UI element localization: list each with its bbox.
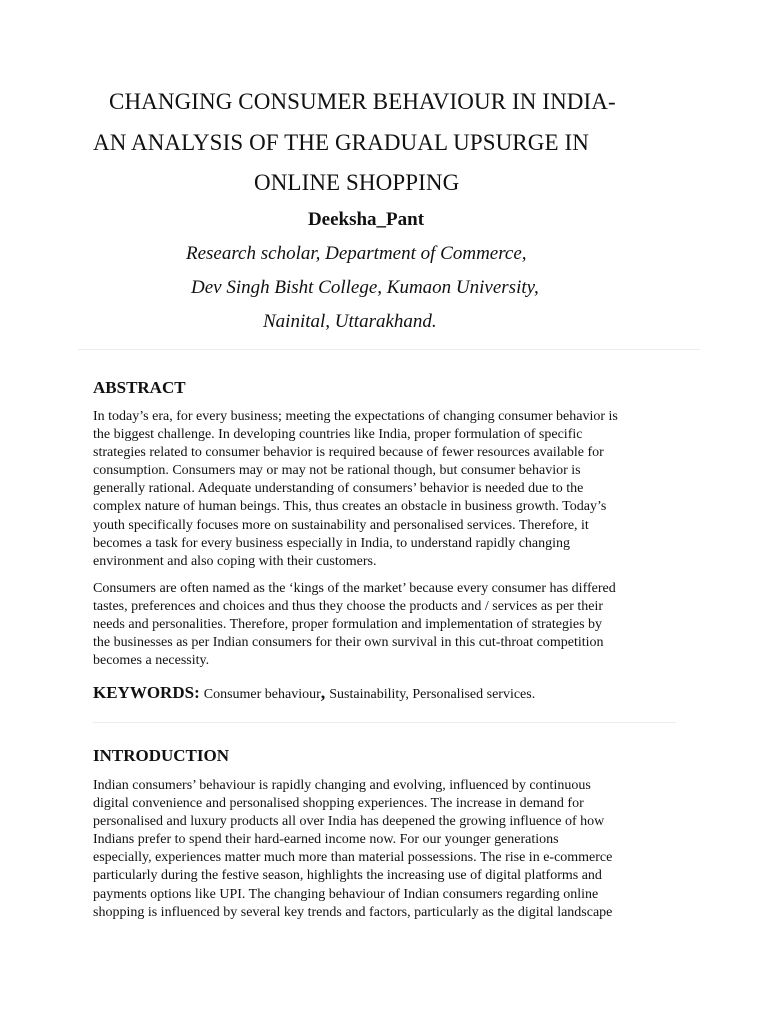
author-name: Deeksha_Pant [307,209,425,230]
keyword-separator: , [320,682,326,702]
text-line: personalised and luxury products all over India has deepened the growing influence of how [93,814,605,830]
text-line: complex nature of human beings. This, thus creates an obstacle in business growth. Today’s [93,499,607,515]
introduction-paragraph-1 [93,777,678,922]
text-line: shopping is influenced by several key trends and factors, particularly as the digital landscape [93,904,613,920]
title-line-1: CHANGING CONSUMER BEHAVIOUR IN INDIA- [109,89,616,114]
title-line-2: AN ANALYSIS OF THE GRADUAL UPSURGE IN [93,130,589,155]
text-line: payments options like UPI. The changing behaviour of Indian consumers regarding online [93,886,599,902]
text-line: youth specifically focuses more on sustainability and personalised services. Therefore, it [93,517,589,533]
text-line: tastes, preferences and choices and thus they choose the products and / services as per their [93,599,604,615]
text-line: environment and also coping with their customers. [93,553,377,569]
text-line: becomes a necessity. [93,653,210,669]
text-line: particularly during the festive season, highlights the increasing use of digital platforms and [93,868,602,884]
keyword-first: Consumer behaviour [203,687,321,702]
affiliation-line-1: Research scholar, Department of Commerce, [186,243,527,264]
affiliation-line-3: Nainital, Uttarakhand. [263,311,437,332]
abstract-paragraph-2 [93,580,678,670]
text-line: strategies related to consumer behavior is required because of fewer resources available for [93,445,604,461]
text-line: the biggest challenge. In developing countries like India, proper formulation of specific [93,427,583,443]
text-line: generally rational. Adequate understanding of consumers’ behavior is needed due to the [93,481,584,497]
text-line: especially, experiences matter much more than material possessions. The rise in e-commerce [93,850,613,866]
abstract-heading: ABSTRACT [93,378,186,397]
text-line: digital convenience and personalised shopping experiences. The increase in demand for [93,796,584,812]
abstract-divider [93,722,676,723]
keywords-rest: Sustainability, Personalised services. [329,687,536,702]
text-line: Indian consumers’ behaviour is rapidly changing and evolving, influenced by continuous [93,778,591,793]
text-line: needs and personalities. Therefore, proper formulation and implementation of strategies by [93,617,603,633]
text-line: In today’s era, for every business; meeting the expectations of changing consumer behavior is [93,409,618,424]
text-line: Indians prefer to spend their hard-earned income now. For our younger generations [93,832,559,848]
text-line: Consumers are often named as the ‘kings of the market’ because every consumer has differed [93,581,616,596]
title-line-3: ONLINE SHOPPING [254,170,460,195]
text-line: consumption. Consumers may or may not be rational though, but consumer behavior is [93,463,581,479]
introduction-heading: INTRODUCTION [93,746,230,765]
affiliation-line-2: Dev Singh Bisht College, Kumaon University, [191,277,539,298]
header-divider [78,349,700,350]
text-line: the businesses as per Indian consumers for their own survival in this cut-throat competition [93,635,604,651]
text-line: becomes a task for every business especially in India, to understand rapidly changing [93,535,571,551]
keywords-line [93,681,535,706]
abstract-paragraph-1 [93,408,678,571]
keywords-label: KEYWORDS: [93,683,200,702]
